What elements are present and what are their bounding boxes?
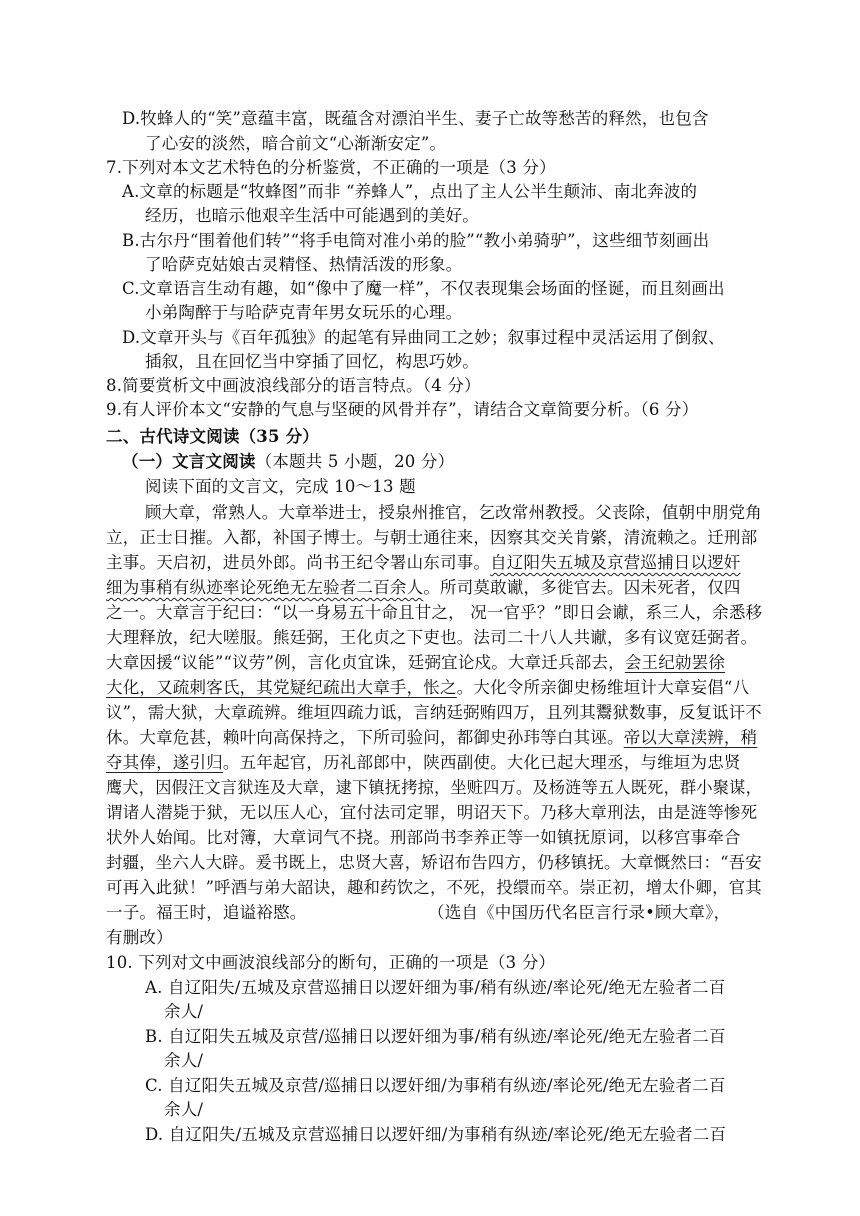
option-7b-line2: 了哈萨克姑娘古灵精怪、热情活泼的形象。 — [145, 255, 463, 274]
passage-text: 主事。天启初，进员外郎。尚书王纪令署山东司事。 — [106, 553, 491, 572]
passage-text: 。大化令所亲御史杨维垣计大章妄倡“八 — [456, 678, 750, 697]
option-6d-line1: D.牧蜂人的“笑”意蕴丰富，既蕴含对漂泊半生、妻子亡故等愁苦的释然，也包含 — [122, 109, 709, 128]
passage-line-3 — [106, 551, 741, 575]
option-10b-line1: B. 自辽阳失五城及京营/巡捕日以逻奸细为事/稍有纵迹/率论死/绝无左验者二百 — [145, 1027, 726, 1046]
option-7d-line1: D.文章开头与《百年孤独》的起笔有异曲同工之妙；叙事过程中灵活运用了倒叙、 — [122, 328, 725, 347]
passage-line-7 — [106, 651, 725, 675]
passage-text: 大章因援“议能”“议劳”例，言化贞宜诛，廷弼宜论戍。大章迁兵部去， — [106, 653, 625, 672]
question-8: 8.简要赏析文中画波浪线部分的语言特点。（4 分） — [106, 376, 481, 395]
source-citation: （选自《中国历代名臣言行录•顾大章》， — [428, 903, 731, 922]
option-10a-line2: 余人/ — [164, 1002, 204, 1021]
passage-line-17: 一子。福王时，追谥裕愍。 — [106, 903, 307, 922]
passage-text: 休。大章危甚，赖叶向高保持之，下所司验问，都御史孙玮等白其诬。 — [106, 728, 624, 747]
passage-line-5: 之一。大章言于纪曰：“以一身易五十命且甘之， 况一官乎？”即日会谳，系三人，余悉移 — [106, 603, 763, 622]
passage-text: 。所司莫敢谳，多徙官去。囚未死者，仅四 — [423, 578, 741, 597]
option-10c-line1: C. 自辽阳失五城及京营/巡捕日以逻奸细/为事稍有纵迹/率论死/绝无左验者二百 — [145, 1076, 726, 1095]
subsection-title: （一）文言文阅读 — [122, 452, 256, 471]
section-heading: 二、古代诗文阅读（35 分） — [106, 427, 320, 446]
passage-line-4 — [106, 576, 741, 600]
option-7a-line2: 经历，也暗示他艰辛生活中可能遇到的美好。 — [145, 206, 479, 225]
option-10a-line1: A. 自辽阳失/五城及京营巡捕日以逻奸细为事/稍有纵迹/率论死/绝无左验者二百 — [145, 978, 726, 997]
underlined-text: 帝以大章渎辨，稍 — [623, 728, 758, 747]
passage-line-14: 状外人始闻。比对簿，大章词气不挠。刑部尚书李养正等一如镇抚原词，以移宫事牵合 — [106, 828, 741, 847]
option-7d-line2: 插叙，且在回忆当中穿插了回忆，构思巧妙。 — [145, 352, 479, 371]
passage-line-13: 谓诸人潜毙于狱，无以压人心，宜付法司定罪，明诏天下。乃移大章刑法，由是涟等惨死 — [106, 803, 758, 822]
option-7a-line1: A.文章的标题是“牧蜂图”而非 “养蜂人”，点出了主人公半生颠沛、南北奔波的 — [122, 182, 698, 201]
underlined-text: 会王纪勍罢徐 — [624, 653, 726, 672]
wavy-underlined-text: 自辽阳失五城及京营巡捕日以逻奸 — [490, 553, 741, 572]
option-6d-line2: 了心安的淡然，暗合前文“心渐渐安定”。 — [145, 134, 447, 153]
underlined-text: 夺其俸，遂引归 — [106, 753, 223, 772]
question-9: 9.有人评价本文“安静的气息与坚硬的风骨并存”，请结合文章简要分析。（6 分） — [106, 400, 699, 419]
question-10: 10. 下列对文中画波浪线部分的断句，正确的一项是（3 分） — [106, 953, 556, 972]
passage-line-15: 封疆，坐六人大辟。爰书既上，忠贤大喜，矫诏布告四方，仍移镇抚。大章慨然曰：“吾安 — [106, 853, 762, 872]
passage-text: 。五年起官，历礼部郎中，陕西副使。大化已起大理丞，与维垣为忠贤 — [222, 753, 741, 772]
passage-line-11 — [106, 751, 741, 775]
passage-line-10 — [106, 726, 757, 750]
subsection-heading — [122, 450, 454, 474]
subsection-note: （本题共 5 小题，20 分） — [255, 452, 455, 471]
passage-line-16: 可再入此狱！”呼酒与弟大韶诀，趣和药饮之，不死，投缳而卒。崇正初，增太仆卿，官其 — [106, 878, 762, 897]
underlined-text: 大化，又疏刺客氏，其党疑纪疏出大章手，怅之 — [106, 678, 457, 697]
passage-line-9: 议”，需大狱，大章疏辨。维垣四疏力诋，言纳廷弼贿四万，且列其鬻狱数事，反复诋讦不 — [106, 703, 762, 722]
reading-instruction: 阅读下面的文言文，完成 10～13 题 — [145, 477, 416, 496]
passage-line-6: 大理释放，纪大嗟服。熊廷弼，王化贞之下吏也。法司二十八人共谳，多有议宽廷弼者。 — [106, 628, 758, 647]
option-10c-line2: 余人/ — [164, 1100, 204, 1119]
passage-line-8 — [106, 676, 749, 700]
source-note: 有删改） — [106, 928, 173, 947]
wavy-underlined-text: 细为事稍有纵迹率论死绝无左验者二百余人 — [106, 578, 424, 597]
option-10b-line2: 余人/ — [164, 1051, 204, 1070]
option-7c-line2: 小弟陶醉于与哈萨克青年男女玩乐的心理。 — [145, 303, 463, 322]
passage-line-1: 顾大章，常熟人。大章举进士，授泉州推官，乞改常州教授。父丧除，值朝中朋党角 — [145, 503, 762, 522]
option-10d-line1: D. 自辽阳失/五城及京营巡捕日以逻奸细/为事稍有纵迹/率论死/绝无左验者二百 — [145, 1125, 727, 1144]
passage-line-2: 立，正士日摧。入都，补国子博士。与朝士通往来，因察其交关肯綮，清流赖之。迁刑部 — [106, 528, 758, 547]
passage-line-12: 鹰犬，因假汪文言狱连及大章，逮下镇抚拷掠，坐赃四万。及杨涟等五人既死，群小聚谋， — [106, 778, 762, 797]
question-7: 7.下列对本文艺术特色的分析鉴赏，不正确的一项是（3 分） — [106, 158, 556, 177]
option-7b-line1: B.古尔丹“围着他们转”“将手电筒对准小弟的脸”“教小弟骑驴”，这些细节刻画出 — [122, 231, 710, 250]
option-7c-line1: C.文章语言生动有趣，如“像中了魔一样”，不仅表现集会场面的怪诞，而且刻画出 — [122, 279, 725, 298]
